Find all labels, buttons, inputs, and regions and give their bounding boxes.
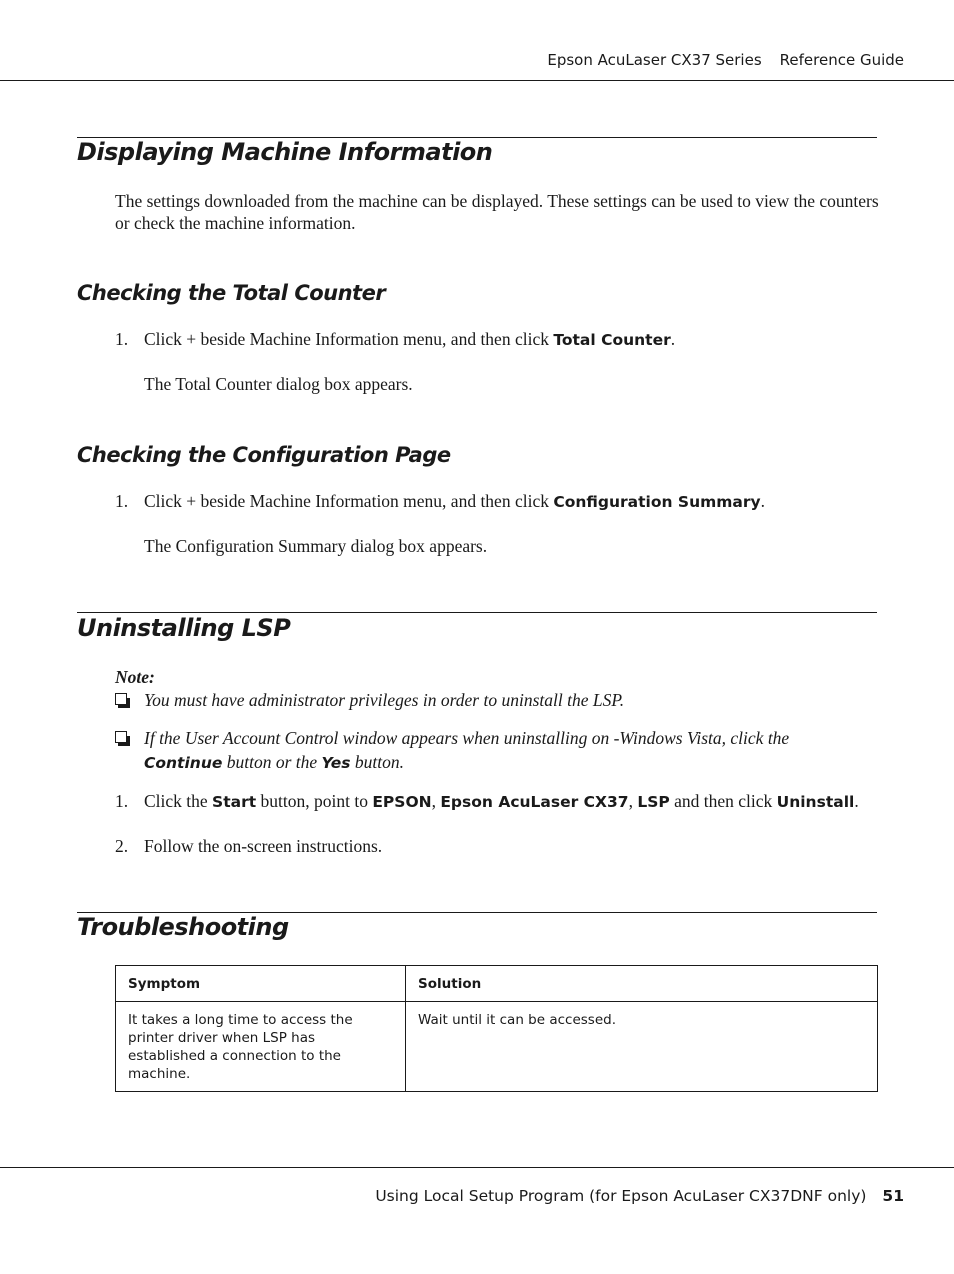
lsp-menu-ref: LSP <box>637 793 670 811</box>
step-number: 2. <box>115 836 129 856</box>
column-header-solution: Solution <box>406 966 878 1002</box>
symptom-cell: It takes a long time to access the printer driver when LSP has established a connection to the machine. <box>116 1002 406 1092</box>
note-text: If the User Account Control window appears when uninstalling on -Windows Vista, click the Continue button or the Yes button. <box>144 728 790 772</box>
step-number: 1. <box>115 791 129 811</box>
table-header-row <box>116 966 878 1002</box>
intro-paragraph: The settings downloaded from the machine can be displayed. These settings can be used to view the counters or check the machine information. <box>115 191 879 233</box>
section-rule <box>77 612 877 613</box>
solution-cell: Wait until it can be accessed. <box>406 1002 878 1092</box>
page-number: 51 <box>882 1187 904 1205</box>
troubleshooting-table <box>115 965 878 1092</box>
step-body <box>144 328 675 351</box>
heading-checking-total-counter: Checking the Total Counter <box>77 281 386 305</box>
checkbox-bullet-icon <box>115 731 127 743</box>
page-footer <box>375 1187 904 1205</box>
step-body <box>144 490 765 513</box>
note-text: You must have administrator privileges in order to uninstall the LSP. <box>144 690 625 710</box>
start-button-ref: Start <box>212 793 257 811</box>
result-text: The Total Counter dialog box appears. <box>144 374 413 394</box>
heading-troubleshooting: Troubleshooting <box>77 913 289 941</box>
table-row <box>116 1002 878 1092</box>
yes-button-ref: Yes <box>321 754 351 772</box>
step-text: Click + beside Machine Information menu, and then click <box>144 329 554 349</box>
column-header-symptom: Symptom <box>116 966 406 1002</box>
configuration-summary-menu-item: Configuration Summary <box>553 493 761 511</box>
step-text-end: . <box>760 491 766 511</box>
footer-chapter: Using Local Setup Program (for Epson AcuLaser CX37DNF only) <box>375 1187 867 1205</box>
checkbox-bullet-icon <box>115 693 127 705</box>
model-menu-ref: Epson AcuLaser CX37 <box>440 793 629 811</box>
header-rule <box>0 80 954 81</box>
step-text: Follow the on-screen instructions. <box>144 836 383 856</box>
step-text: Click + beside Machine Information menu, and then click <box>144 491 554 511</box>
footer-rule <box>0 1167 954 1168</box>
note-label: Note: <box>115 667 155 687</box>
uninstall-menu-ref: Uninstall <box>776 793 855 811</box>
epson-menu-ref: EPSON <box>372 793 432 811</box>
heading-uninstalling-lsp: Uninstalling LSP <box>77 614 291 642</box>
total-counter-menu-item: Total Counter <box>553 331 671 349</box>
result-text: The Configuration Summary dialog box appears. <box>144 536 488 556</box>
step-text-end: . <box>670 329 676 349</box>
heading-displaying-machine-information: Displaying Machine Information <box>77 138 493 166</box>
header-product: Epson AcuLaser CX37 Series <box>547 51 762 69</box>
page-header <box>547 51 904 69</box>
continue-button-ref: Continue <box>144 754 223 772</box>
header-guide: Reference Guide <box>779 51 904 69</box>
step-number: 1. <box>115 491 129 511</box>
heading-checking-configuration-page: Checking the Configuration Page <box>77 443 451 467</box>
step-number: 1. <box>115 329 129 349</box>
step-body: Click the Start button, point to EPSON, Epson AcuLaser CX37, LSP and then click Uninstall. <box>144 791 859 811</box>
